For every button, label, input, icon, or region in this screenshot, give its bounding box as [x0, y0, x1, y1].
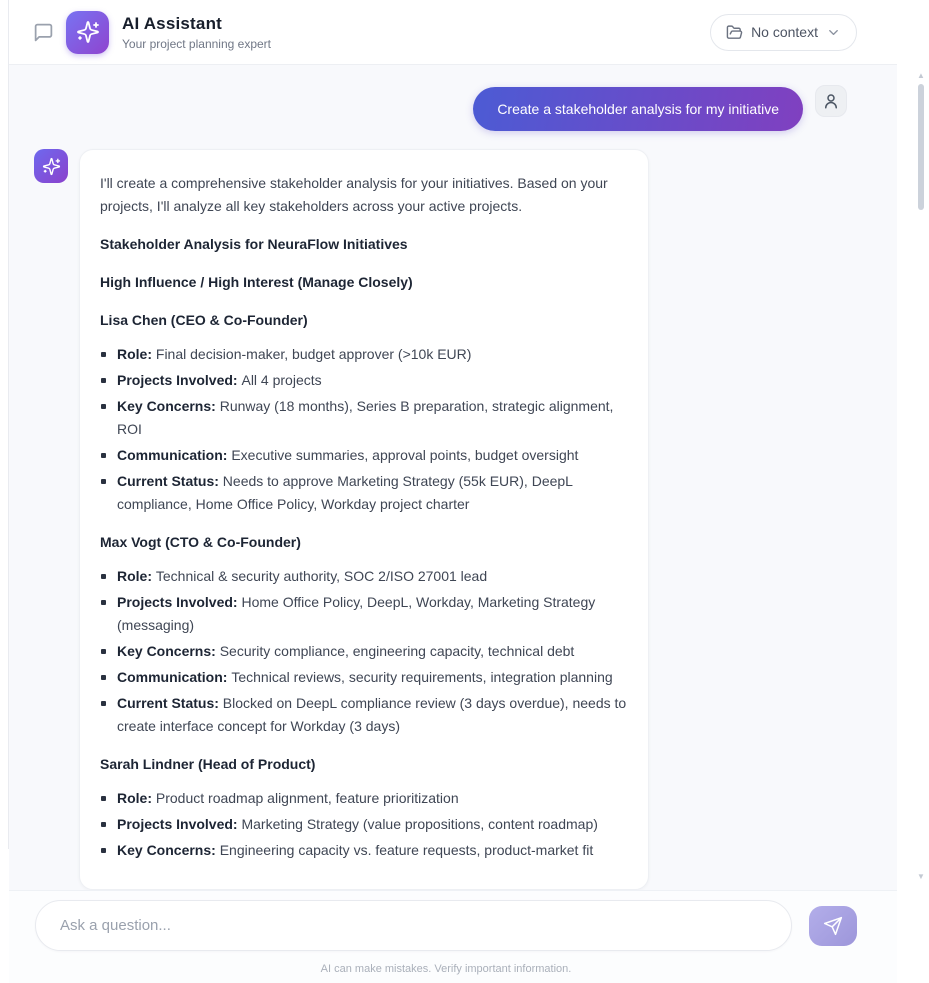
message-bullet: Key Concerns: Engineering capacity vs. feature requests, product-market fit — [100, 839, 628, 862]
message-paragraph: I'll create a comprehensive stakeholder analysis for your initiatives. Based on your projects, I'll analyze all key stakeholders across your active projects. — [100, 175, 608, 214]
assistant-header — [9, 0, 897, 65]
bullet-marker — [101, 453, 106, 458]
user-avatar — [815, 85, 847, 117]
scrollbar[interactable] — [913, 71, 929, 882]
user-icon — [822, 92, 840, 110]
message-bullet: Key Concerns: Runway (18 months), Series B preparation, strategic alignment, ROI — [100, 395, 628, 441]
disclaimer-text: AI can make mistakes. Verify important information. — [320, 963, 572, 975]
question-input[interactable] — [35, 900, 792, 951]
message-bullet: Role: Product roadmap alignment, feature prioritization — [100, 787, 628, 810]
bullet-marker — [101, 796, 106, 801]
folder-open-icon — [726, 24, 743, 41]
assistant-panel — [9, 0, 925, 975]
message-heading: Stakeholder Analysis for NeuraFlow Initiatives — [100, 236, 408, 252]
context-selector-label: No context — [751, 24, 818, 40]
ai-message-row — [34, 149, 847, 890]
sparkles-icon — [42, 157, 61, 176]
user-message-bubble: Create a stakeholder analysis for my initiative — [473, 87, 803, 131]
page-title: AI Assistant — [122, 13, 223, 33]
bullet-marker — [101, 404, 106, 409]
message-bullet: Projects Involved: Marketing Strategy (value propositions, content roadmap) — [100, 813, 628, 836]
chat-transcript[interactable] — [9, 65, 925, 890]
scrollbar-down-arrow[interactable]: ▼ — [917, 872, 925, 881]
bullet-marker — [101, 479, 106, 484]
bullet-marker — [101, 378, 106, 383]
header-titles — [122, 14, 271, 51]
context-selector-button[interactable] — [710, 14, 857, 51]
message-bullet: Role: Technical & security authority, SOC 2/ISO 27001 lead — [100, 565, 628, 588]
message-heading: High Influence / High Interest (Manage Closely) — [100, 274, 413, 290]
ai-message-avatar — [34, 149, 68, 183]
message-bullet: Key Concerns: Security compliance, engineering capacity, technical debt — [100, 640, 628, 663]
assistant-avatar — [66, 11, 109, 54]
message-bullet: Communication: Technical reviews, security requirements, integration planning — [100, 666, 628, 689]
ai-message-card — [79, 149, 649, 890]
sparkles-icon — [76, 20, 100, 44]
message-bullet: Communication: Executive summaries, approval points, budget oversight — [100, 444, 628, 467]
page-subtitle: Your project planning expert — [122, 36, 271, 51]
user-message-row — [34, 87, 847, 131]
composer-bar — [9, 890, 897, 983]
bullet-marker — [101, 848, 106, 853]
bullet-marker — [101, 701, 106, 706]
send-button[interactable] — [809, 906, 857, 946]
scrollbar-up-arrow[interactable]: ▲ — [917, 71, 925, 80]
scrollbar-thumb[interactable] — [918, 84, 924, 210]
chat-bubble-icon[interactable] — [33, 22, 54, 43]
message-bullet: Current Status: Blocked on DeepL compliance review (3 days overdue), needs to create interface concept for Workday (3 days) — [100, 692, 628, 738]
left-rail-divider — [0, 0, 9, 849]
chevron-down-icon — [826, 25, 841, 40]
message-bullet: Role: Final decision-maker, budget approver (>10k EUR) — [100, 343, 628, 366]
bullet-marker — [101, 649, 106, 654]
message-bullet: Projects Involved: Home Office Policy, DeepL, Workday, Marketing Strategy (messaging) — [100, 591, 628, 637]
bullet-marker — [101, 822, 106, 827]
bullet-marker — [101, 574, 106, 579]
bullet-marker — [101, 352, 106, 357]
bullet-marker — [101, 600, 106, 605]
message-heading: Lisa Chen (CEO & Co-Founder) — [100, 312, 308, 328]
send-icon — [823, 916, 843, 936]
bullet-marker — [101, 675, 106, 680]
message-heading: Sarah Lindner (Head of Product) — [100, 756, 316, 772]
message-bullet: Current Status: Needs to approve Marketing Strategy (55k EUR), DeepL compliance, Home Office Policy, Workday project charter — [100, 470, 628, 516]
message-heading: Max Vogt (CTO & Co-Founder) — [100, 534, 301, 550]
message-bullet: Projects Involved: All 4 projects — [100, 369, 628, 392]
